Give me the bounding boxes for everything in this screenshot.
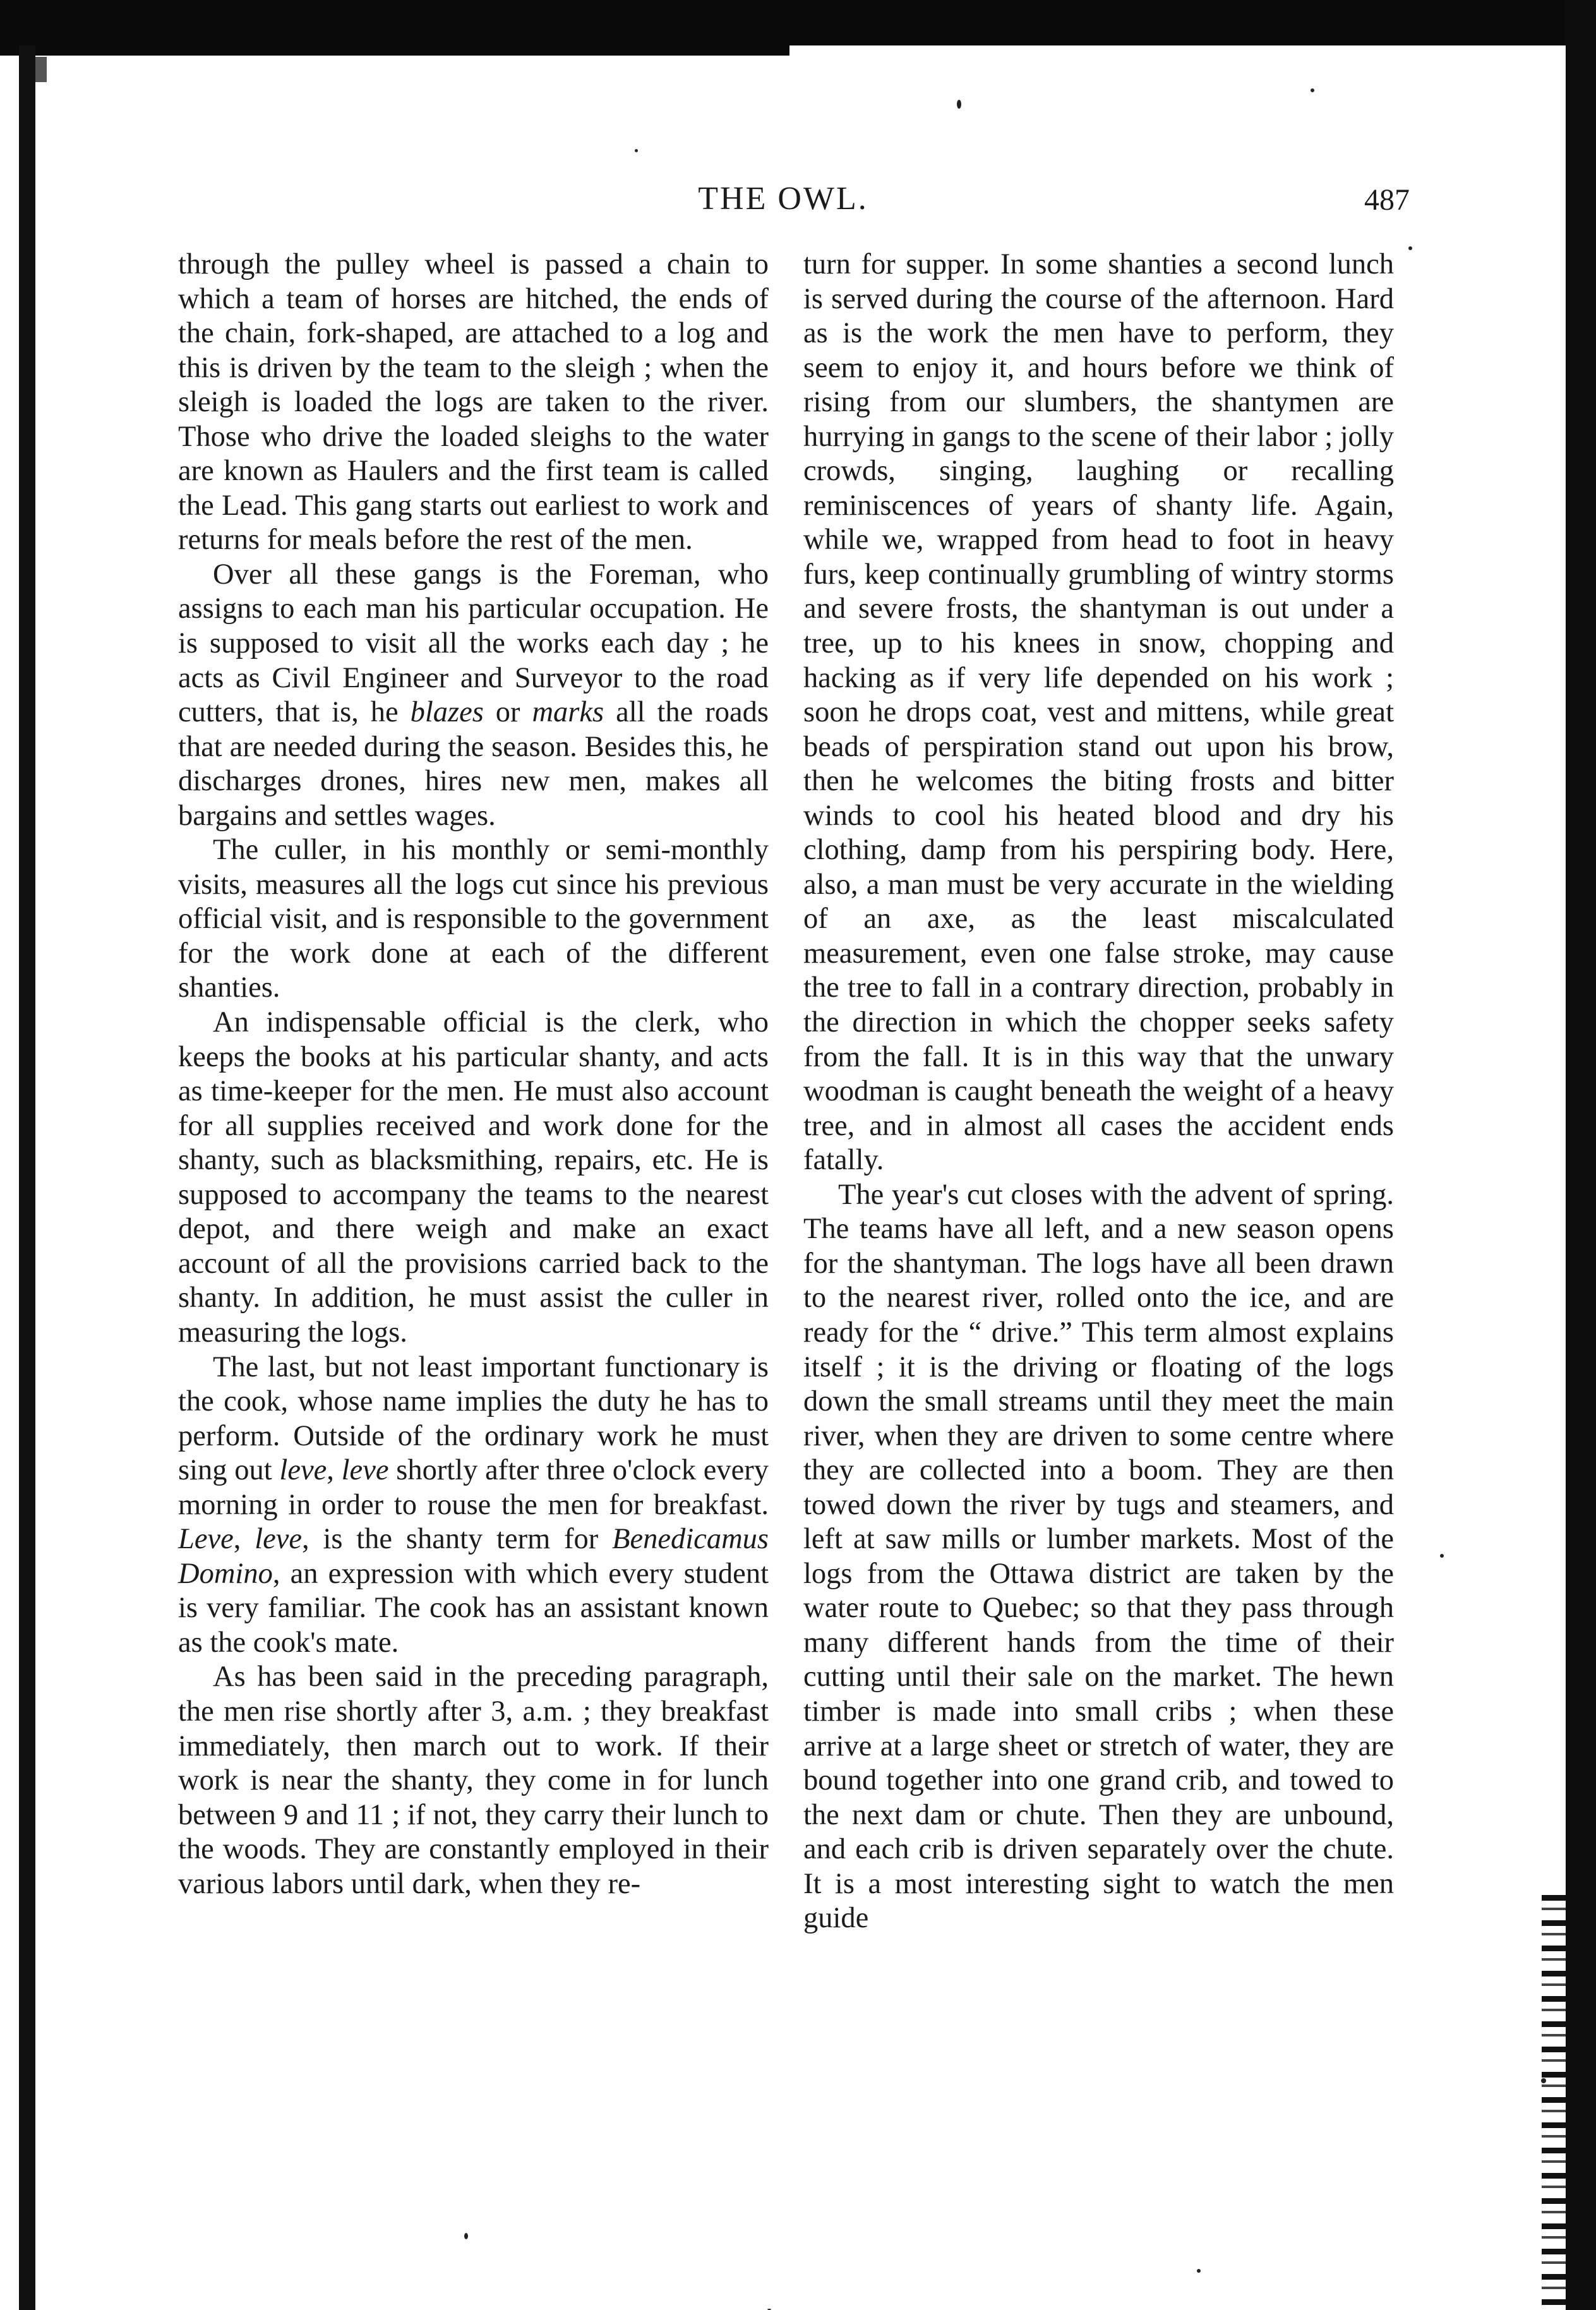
scan-speck xyxy=(1311,88,1314,92)
paragraph: turn for supper. In some shanties a second lunch is served during the course of the afternoon. Hard as is the work the men have to perform, they seem to enjoy it, and hours before we think of rising from our slumbers, the shantymen are hurrying in gangs to the scene of their labor ; jolly crowds, singing, laughing or recalling reminiscences of years of shanty life. Again, while we, wrapped from head to foot in heavy furs, keep continually grumbling of wintry storms and severe frosts, the shantyman is out under a tree, up to his knees in snow, chopping and hacking as if very life depended on his work ; soon he drops coat, vest and mittens, while great beads of perspiration stand out upon his brow, then he welcomes the biting frosts and bitter winds to cool his heated blood and dry his clothing, damp from his perspiring body. Here, also, a man must be very accurate in the wielding of an axe, as the least miscalculated measurement, even one false stroke, may cause the tree to fall in a contrary direction, probably in the direction in which the chopper seeks safety from the fall. It is in this way that the unwary woodman is caught beneath the weight of a heavy tree, and in almost all cases the accident ends fatally. xyxy=(803,248,1394,1177)
paragraph: As has been said in the preceding paragraph, the men rise shortly after 3, a.m. ; they breakfast immediately, then march out to work. If their work is near the shanty, they come in for lunch between 9 and 11 ; if not, they carry their lunch to the woods. They are constantly employed in their various labors until dark, when they re- xyxy=(178,1661,769,1900)
paragraph: The last, but not least important functionary is the cook, whose name implies the duty he has to perform. Outside of the ordinary work he must sing out leve, leve shortly after three o'clock every morning in order to rouse the men for breakfast. Leve, leve, is the shanty term for Benedicamus Domino, an expression with which every student is very familiar. The cook has an assistant known as the cook's mate. xyxy=(178,1351,769,1659)
paragraph: The year's cut closes with the advent of spring. The teams have all left, and a new season opens for the shantyman. The logs have all been drawn to the nearest river, rolled onto the ice, and are ready for the “ drive.” This term almost explains itself ; it is the driving or floating of the logs down the small streams until they meet the main river, when they are driven to some centre where they are collected into a boom. They are then towed down the river by tugs and steamers, and left at saw mills or lumber markets. Most of the logs from the Ottawa district are taken by the water route to Quebec; so that they pass through many different hands from the time of their cutting until their sale on the market. The hewn timber is made into small cribs ; when these arrive at a large sheet or stretch of water, they are bound together into one grand crib, and towed to the next dam or chute. Then they are unbound, and each crib is driven separately over the chute. It is a most interesting sight to watch the men guide xyxy=(803,1178,1394,1935)
scan-left-border-mark xyxy=(35,57,47,82)
paragraph: Over all these gangs is the Foreman, who assigns to each man his particular occupation. He is supposed to visit all the works each day ; he acts as Civil Engineer and Surveyor to the road cutters, that is, he blazes or marks all the roads that are needed during the season. Besides this, he discharges drones, hires new men, makes all bargains and settles wages. xyxy=(178,558,769,832)
page-title: THE OWL. xyxy=(698,181,868,217)
scan-top-border xyxy=(0,0,1596,45)
page-number: 487 xyxy=(1364,183,1410,217)
paragraph: The culler, in his monthly or semi-monthly visits, measures all the logs cut since his previous official visit, and is responsible to the government for the work done at each of the different shanties. xyxy=(178,834,769,1004)
scan-speck xyxy=(1541,2078,1546,2083)
scan-left-border xyxy=(19,45,35,2310)
scan-speck xyxy=(635,149,638,152)
right-column xyxy=(803,248,1394,1936)
scan-speck xyxy=(957,100,961,109)
scan-speck xyxy=(1197,2269,1201,2273)
scan-right-border xyxy=(1566,0,1596,2310)
scan-top-border-shadow xyxy=(0,45,789,56)
scan-speck xyxy=(1408,246,1412,250)
scan-speck xyxy=(464,2233,468,2239)
paragraph: through the pulley wheel is passed a chain to which a team of horses are hitched, the ends of the chain, fork-shaped, are attached to a log and this is driven by the team to the sleigh ; when the sleigh is loaded the logs are taken to the river. Those who drive the loaded sleighs to the water are known as Haulers and the first team is called the Lead. This gang starts out earliest to work and returns for meals before the rest of the men. xyxy=(178,248,769,556)
left-column xyxy=(178,248,769,1901)
scan-right-binding-edge xyxy=(1542,1895,1566,2310)
running-head xyxy=(0,174,1596,224)
paragraph: An indispensable official is the clerk, who keeps the books at his particular shanty, and acts as time-keeper for the men. He must also account for all supplies received and work done for the shanty, such as blacksmithing, repairs, etc. He is supposed to accompany the teams to the nearest depot, and there weigh and make an exact account of all the provisions carried back to the shanty. In addition, he must assist the culler in measuring the logs. xyxy=(178,1006,769,1349)
scan-speck xyxy=(1440,1554,1444,1558)
